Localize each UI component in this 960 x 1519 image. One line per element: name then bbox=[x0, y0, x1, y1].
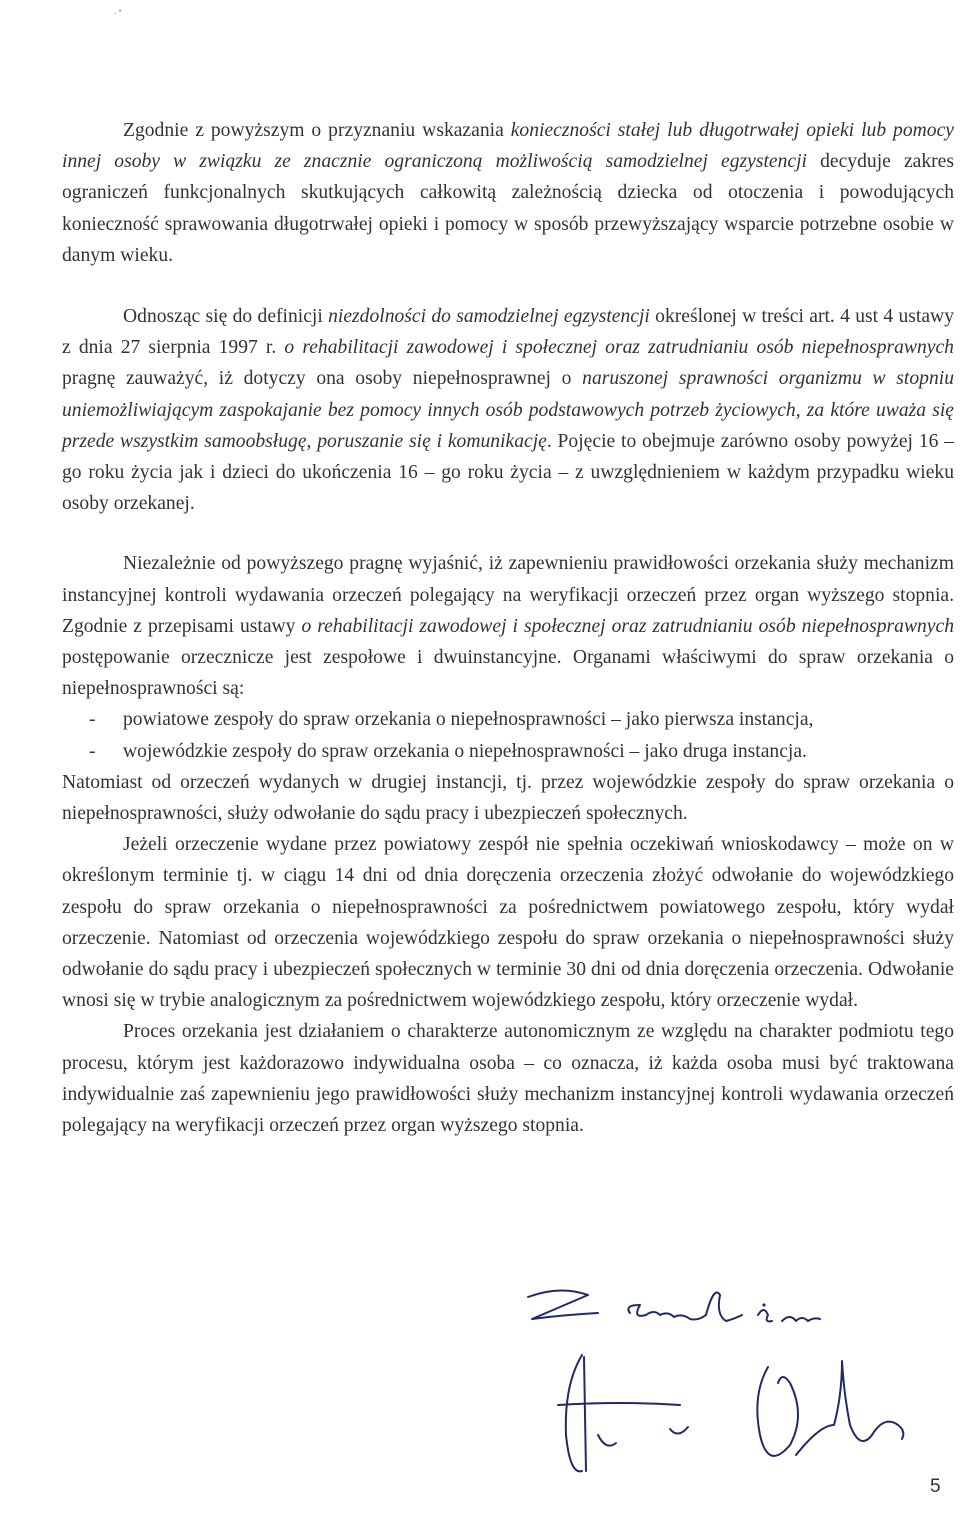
paragraph-3 bbox=[62, 548, 954, 704]
italic-run: naruszonej sprawności organizmu w stopniu uniemożliwiającym zaspokajanie bez pomocy innych osób podstawowych potrzeb życiowych, za które uważa się przede wszystkim samoobsługę, poruszanie się i komunikację bbox=[62, 368, 954, 452]
text-run: postępowanie orzecznicze jest zespołowe i dwuinstancyjne. Organami właściwymi do spraw orzekania o niepełnosprawności są: bbox=[62, 647, 954, 700]
text-run: określonej w treści art. 4 ust 4 ustawy z dnia 27 sierpnia 1997 r. bbox=[62, 306, 954, 359]
paragraph-5: Jeżeli orzeczenie wydane przez powiatowy zespół nie spełnia oczekiwań wnioskodawcy – może on w określonym terminie tj. w ciągu 14 dni od dnia doręczenia orzeczenia złożyć odwołanie do wojewódzkiego zespołu do spraw orzekania o niepełnosprawności za pośrednictwem powiatowego zespołu, który wydał orzeczenie. Natomiast od orzeczenia wojewódzkiego zespołu do spraw orzekania o niepełnosprawności służy odwołanie do sądu pracy i ubezpieczeń społecznych w terminie 30 dni od dnia doręczenia orzeczenia. Odwołanie wnosi się w trybie analogicznym za pośrednictwem wojewódzkiego zespołu, który orzeczenie wydał. bbox=[62, 834, 954, 1012]
body-text bbox=[62, 115, 954, 1141]
text-run: . Pojęcie to obejmuje zarówno osoby powyżej 16 – go roku życia jak i dzieci do ukończenia 16 – go roku życia – z uwzględnieniem w każdym przypadku wieku osoby orzekanej. bbox=[62, 430, 954, 515]
list-item-text: powiatowe zespoły do spraw orzekania o niepełnosprawności – jako pierwsza instancja, bbox=[123, 709, 814, 731]
italic-run: o rehabilitacji zawodowej i społecznej oraz zatrudnianiu osób niepełnosprawnych bbox=[301, 615, 954, 637]
list-dash: - bbox=[89, 740, 96, 762]
paragraph-6: Proces orzekania jest działaniem o charakterze autonomicznym ze względu na charakter podmiotu tego procesu, którym jest każdorazowo indywidualna osoba – co oznacza, iż każda osoba musi być traktowana indywidualnie zaś zapewnieniu jego prawidłowości służy mechanizm instancyjnej kontroli wydawania orzeczeń polegający na weryfikacji orzeczeń przez organ wyższego stopnia. bbox=[62, 1021, 954, 1137]
scan-mark: ,• bbox=[114, 6, 124, 17]
text-run: decyduje zakres ograniczeń funkcjonalnych skutkujących całkowitą zależnością dziecka od otoczenia i powodujących konieczność sprawowania długotrwałej opieki i pomocy w sposób przewyższający wsparcie potrzebne osobie w danym wieku. bbox=[62, 151, 954, 266]
handwritten-signature bbox=[520, 1275, 920, 1485]
italic-run: konieczności stałej lub długotrwałej opieki lub pomocy innej osoby w związku ze znacznie ograniczoną możliwością samodzielnej egzystencji bbox=[62, 120, 954, 173]
list-item bbox=[62, 704, 954, 735]
list-item bbox=[62, 736, 954, 767]
page-number: 5 bbox=[930, 1476, 941, 1497]
list-dash: - bbox=[89, 709, 96, 731]
text-run: Zgodnie z powyższym o przyznaniu wskazania bbox=[123, 120, 511, 141]
instance-list bbox=[62, 704, 954, 766]
paragraph-2 bbox=[62, 301, 954, 519]
paragraph-1 bbox=[62, 115, 954, 271]
italic-run: o rehabilitacji zawodowej i społecznej oraz zatrudnianiu osób niepełnosprawnych bbox=[284, 337, 954, 359]
paragraph-4: Natomiast od orzeczeń wydanych w drugiej instancji, tj. przez wojewódzkie zespoły do spraw orzekania o niepełnosprawności, służy odwołanie do sądu pracy i ubezpieczeń społecznych. bbox=[62, 771, 954, 825]
list-item-text: wojewódzkie zespoły do spraw orzekania o niepełnosprawności – jako druga instancja. bbox=[123, 740, 807, 762]
italic-run: niezdolności do samodzielnej egzystencji bbox=[328, 306, 650, 328]
text-run: Odnosząc się do definicji bbox=[123, 306, 329, 328]
text-run: pragnę zauważyć, iż dotyczy ona osoby niepełnosprawnej o bbox=[62, 368, 583, 390]
text-run: Niezależnie od powyższego pragnę wyjaśnić, iż zapewnieniu prawidłowości orzekania służy mechanizm instancyjnej kontroli wydawania orzeczeń polegający na weryfikacji orzeczeń przez organ wyższego stopnia. Zgodnie z przepisami ustawy bbox=[62, 553, 954, 637]
